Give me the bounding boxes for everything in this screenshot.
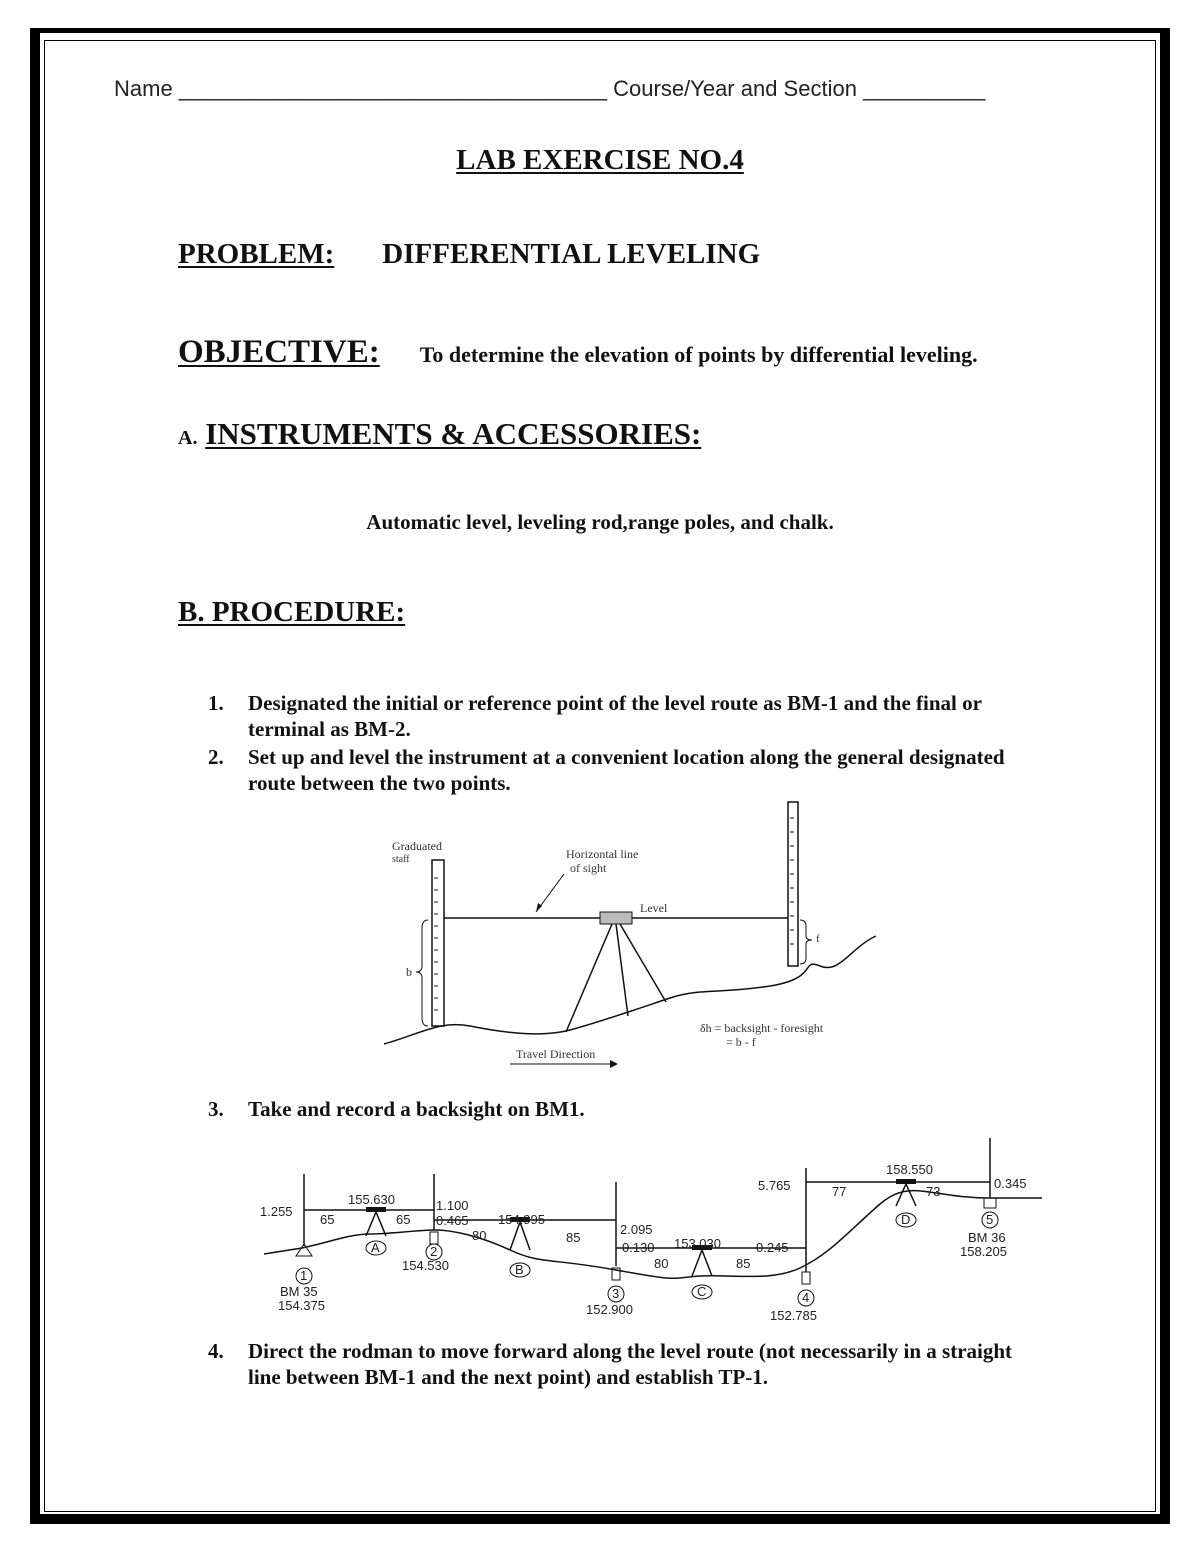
distance: 85: [736, 1256, 751, 1271]
rod-reading: 5.765: [758, 1178, 791, 1193]
hi-value: 158.550: [886, 1162, 933, 1177]
level-route-profile: [250, 1130, 1050, 1326]
station-number: 3: [612, 1286, 620, 1301]
step-text: Designated the initial or reference point of the level route as BM-1 and the final or terminal as BM-2.: [248, 691, 982, 741]
distance: 85: [566, 1230, 581, 1245]
problem-heading: [178, 238, 760, 271]
distance: 65: [320, 1212, 335, 1227]
bm36-mark: [984, 1198, 996, 1208]
tp-elevation: 152.785: [770, 1308, 817, 1323]
rod-reading: 2.095: [620, 1222, 653, 1237]
step-number: 1.: [208, 691, 224, 715]
formula-line-1: δh = backsight - foresight: [700, 1021, 824, 1035]
station-letter: A: [371, 1240, 380, 1255]
distance: 80: [472, 1228, 487, 1243]
rod-reading: 0.130: [622, 1240, 655, 1255]
left-staff: [432, 860, 444, 1026]
rod-reading: 1.255: [260, 1204, 293, 1219]
section-b-heading: B. PROCEDURE:: [178, 596, 406, 628]
bm36-label: BM 36: [968, 1230, 1006, 1245]
hi-value: 154.995: [498, 1212, 545, 1227]
name-course-line: Name ___________________________________ Course/Year and Section __________: [114, 76, 986, 101]
step-text: Direct the rodman to move forward along the level route (not necessarily in a straight line between BM-1 and the next point) and establish TP-1.: [248, 1339, 1013, 1389]
b-label: b: [406, 965, 412, 979]
section-a-label: INSTRUMENTS & ACCESSORIES:: [205, 416, 702, 451]
horizontal-line-label: Horizontal line: [566, 847, 639, 861]
formula-line-2: = b - f: [726, 1035, 756, 1049]
step-number: 4.: [208, 1339, 224, 1363]
station-number: 2: [430, 1244, 438, 1259]
distance: 65: [396, 1212, 411, 1227]
station-number: 4: [802, 1290, 810, 1305]
foresight-brace: [800, 920, 812, 964]
step-item: [208, 1338, 1028, 1390]
distance: 73: [926, 1184, 941, 1199]
level-label: Level: [640, 901, 668, 915]
station-letter: D: [901, 1212, 911, 1227]
page-title: LAB EXERCISE NO.4: [456, 144, 744, 176]
travel-direction-label: Travel Direction: [516, 1047, 596, 1061]
station-letter: C: [697, 1284, 707, 1299]
f-label: f: [816, 933, 820, 945]
objective-label: OBJECTIVE:: [178, 334, 380, 370]
station-letter: B: [515, 1262, 524, 1277]
hi-value: 153.030: [674, 1236, 721, 1251]
section-a-letter: A.: [178, 427, 198, 449]
step-item: [208, 690, 1028, 742]
of-sight-label: of sight: [570, 861, 607, 875]
leveling-diagram: [370, 798, 890, 1078]
step-text: Set up and level the instrument at a convenient location along the general designated route between the two points.: [248, 745, 1005, 795]
backsight-brace: [416, 920, 428, 1026]
distance: 77: [832, 1184, 847, 1199]
step-number: 3.: [208, 1097, 224, 1121]
right-staff: [788, 802, 798, 966]
problem-label: PROBLEM:: [178, 238, 335, 270]
bm35-label: BM 35: [280, 1284, 318, 1299]
objective-heading: [178, 334, 978, 371]
step-number: 2.: [208, 745, 224, 769]
rod-reading: 0.345: [994, 1176, 1027, 1191]
hi-value: 155.630: [348, 1192, 395, 1207]
problem-value: DIFFERENTIAL LEVELING: [382, 238, 761, 270]
step-text: Take and record a backsight on BM1.: [248, 1097, 585, 1121]
tp-elevation: 154.530: [402, 1258, 449, 1273]
station-number: 5: [986, 1212, 994, 1227]
objective-value: To determine the elevation of points by differential leveling.: [419, 342, 978, 367]
section-a-heading: [178, 416, 701, 452]
rod-reading: 1.100: [436, 1198, 469, 1213]
tp-elevation: 152.900: [586, 1302, 633, 1317]
bm36-elevation: 158.205: [960, 1244, 1007, 1259]
rod-reading: 0.245: [756, 1240, 789, 1255]
station-number: 1: [300, 1268, 308, 1283]
staff-label: staff: [392, 854, 410, 865]
level-instrument: [600, 912, 632, 924]
step-item: [208, 1096, 1028, 1122]
bm35-elevation: 154.375: [278, 1298, 325, 1313]
distance: 80: [654, 1256, 669, 1271]
rod-reading: 0.465: [436, 1213, 469, 1228]
instruments-text: Automatic level, leveling rod,range poles, and chalk.: [366, 510, 834, 534]
graduated-label: Graduated: [392, 839, 442, 853]
step-item: [208, 744, 1028, 796]
